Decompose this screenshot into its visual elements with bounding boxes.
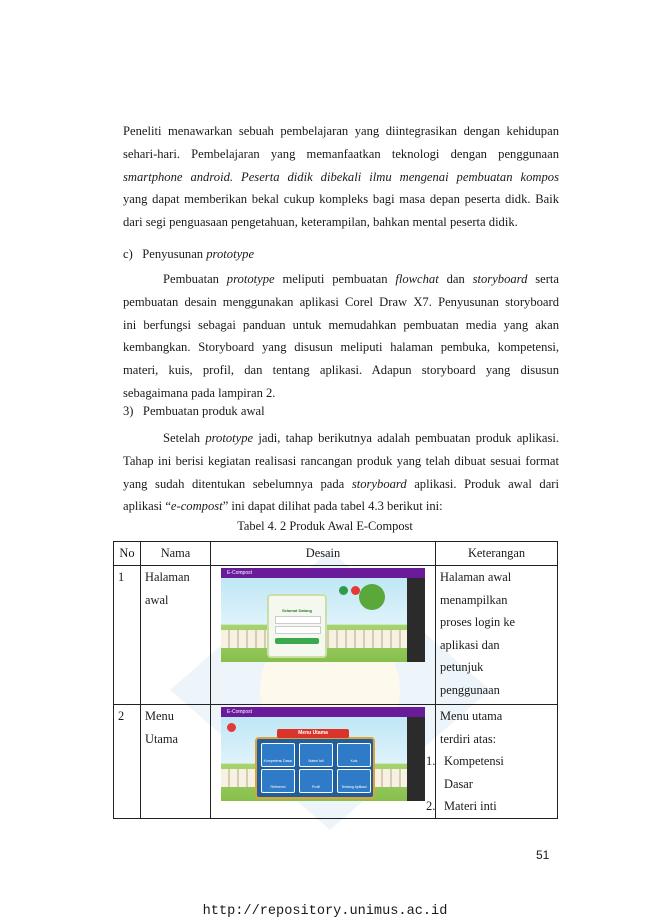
text-line	[123, 495, 559, 518]
list-number: 1.	[426, 754, 436, 769]
welcome-text: Selamat Datang	[281, 608, 312, 613]
menu-cell	[337, 743, 371, 767]
text-run: yang sudah ditentukan sebelumnya pada	[123, 476, 352, 491]
start-button-graphic	[275, 638, 319, 644]
header-nama: Nama	[141, 542, 211, 566]
menu-cell	[261, 769, 295, 793]
nama-line: Utama	[145, 731, 179, 746]
text-run: Setelah	[163, 431, 206, 445]
text-run: meliputi pembuatan	[274, 272, 396, 286]
section-heading-c	[123, 247, 254, 262]
keterangan-line: petunjuk	[440, 660, 484, 675]
page-number: 51	[536, 848, 550, 862]
section-heading-3: 3) Pembuatan produk awal	[123, 404, 265, 418]
menu-cell-label: Materi Inti	[308, 759, 324, 763]
text-run: aplikasi. Produk awal dari	[406, 476, 559, 491]
menu-cell-label: Kompetensi Dasar	[263, 759, 293, 763]
text-line: Peneliti menawarkan sebuah pembelajaran yang diintegrasikan dengan kehidupan	[123, 124, 559, 138]
keterangan-line: proses login ke	[440, 615, 516, 630]
cell-desain	[211, 705, 436, 819]
cell-no: 2	[114, 705, 141, 819]
list-line: Materi inti	[444, 799, 497, 814]
text-run: dan	[438, 272, 473, 286]
text-line: dari segi penguasaan pengetahuan, keterampilan, bahkan mental peserta didik.	[123, 215, 518, 230]
login-panel	[267, 594, 327, 658]
header-keterangan: Keterangan	[436, 542, 558, 566]
back-icon	[227, 723, 236, 732]
text-line: sebagaimana pada lampiran 2.	[123, 385, 276, 400]
paragraph-intro	[123, 120, 559, 234]
list-item	[426, 795, 553, 818]
close-icon	[351, 586, 360, 595]
app-title: E-Compost	[227, 709, 253, 715]
keterangan-line: menampilkan	[440, 592, 508, 607]
cell-no: 1	[114, 566, 141, 705]
header-desain: Desain	[211, 542, 436, 566]
paragraph-prototype	[123, 268, 559, 405]
keterangan-line: penggunaan	[440, 682, 500, 697]
text-line	[123, 166, 559, 189]
text-run-italic: prototype	[205, 431, 254, 445]
footer-url[interactable]: http://repository.unimus.ac.id	[202, 904, 448, 919]
text-run-italic: e-compost	[170, 499, 223, 514]
menu-board	[255, 737, 375, 799]
menu-cell	[299, 743, 333, 767]
device-side-panel	[407, 578, 425, 662]
device-side-panel	[407, 717, 425, 801]
text-line: ini berfungsi sebagai panduan untuk memudahkan pembuatan media yang akan	[123, 317, 559, 332]
list-line: Dasar	[444, 776, 473, 791]
table-row	[114, 705, 558, 819]
list-number: 2.	[426, 799, 436, 814]
keterangan-line: aplikasi dan	[440, 637, 500, 652]
text-run-italic: flowchat	[395, 272, 439, 286]
heading-prefix: c) Penyusunan	[123, 247, 207, 261]
text-line	[123, 473, 559, 496]
menu-cell-label: Referensi	[270, 785, 286, 789]
help-icon	[339, 586, 348, 595]
menu-cell	[299, 769, 333, 793]
text-line: Tahap ini berisi kegiatan realisasi rancangan produk yang telah dibuat sesuai format	[123, 453, 559, 468]
menu-cell-label: Profil	[312, 785, 320, 789]
school-field	[275, 626, 321, 634]
app-title: E-Compost	[227, 570, 253, 576]
product-table	[113, 541, 558, 819]
text-run: ” ini dapat dilihat pada tabel 4.3 berikut ini:	[222, 499, 443, 514]
app-bar	[221, 707, 425, 717]
cell-keterangan	[436, 566, 558, 705]
tree-graphic	[359, 584, 385, 610]
keterangan-line: Menu utama	[440, 709, 503, 723]
text-run-italic: prototype	[226, 272, 275, 286]
paragraph-produk-awal	[123, 427, 559, 518]
text-run-italic: storyboard	[472, 272, 528, 286]
app-bar	[221, 568, 425, 578]
text-run: jadi, tahap berikutnya adalah pembuatan produk aplikasi.	[253, 431, 559, 445]
nama-line: Halaman	[145, 570, 190, 584]
text-run-italic: storyboard	[351, 476, 407, 491]
menu-cell	[337, 769, 371, 793]
table-row	[114, 566, 558, 705]
scene-background	[221, 578, 407, 662]
name-field	[275, 616, 321, 624]
menu-cell	[261, 743, 295, 767]
app-screenshot-menu	[221, 707, 425, 801]
text-line	[123, 268, 559, 291]
cell-keterangan	[426, 705, 558, 819]
cell-nama	[141, 566, 211, 705]
text-line: pembuatan desain menggunakan aplikasi Corel Draw X7. Penyusunan storyboard	[123, 294, 559, 309]
table-caption: Tabel 4. 2 Produk Awal E-Compost	[237, 519, 413, 533]
scene-background	[221, 717, 407, 801]
text-line: sehari-hari. Pembelajaran yang memanfaatkan teknologi dengan penggunaan	[123, 146, 559, 161]
list-text	[444, 750, 504, 795]
text-run: Pembuatan	[163, 272, 227, 286]
menu-cell-label: Kuis	[350, 759, 358, 763]
list-line: Kompetensi	[444, 754, 504, 769]
text-line: materi, kuis, profil, dan tentang aplikasi. Adapun storyboard yang disusun	[123, 363, 559, 378]
text-line: kembangkan. Storyboard yang disusun meliputi halaman pembuka, kompetensi,	[123, 340, 559, 355]
text-line-content: smartphone android. Peserta didik dibekali ilmu mengenai pembuatan kompos	[123, 169, 559, 184]
text-run: serta	[527, 272, 559, 286]
cell-nama	[141, 705, 211, 819]
menu-cell-label: Tentang Aplikasi	[341, 785, 367, 789]
nama-line: awal	[145, 592, 169, 607]
text-line: yang dapat memberikan bekal cukup kompleks bagi masa depan peserta didk. Baik	[123, 192, 559, 207]
keterangan-line: terdiri atas:	[440, 731, 497, 746]
text-line	[123, 427, 559, 450]
keterangan-line: Halaman awal	[440, 570, 512, 584]
heading-italic: prototype	[206, 247, 255, 261]
header-no: No	[114, 542, 141, 566]
cell-desain	[211, 566, 436, 705]
list-item	[426, 750, 553, 795]
app-screenshot-login	[221, 568, 425, 662]
menu-banner	[277, 729, 349, 738]
table-header-row	[114, 542, 558, 566]
banner-text: Menu Utama	[298, 730, 328, 736]
text-run: aplikasi “	[123, 499, 171, 514]
nama-line: Menu	[145, 709, 174, 723]
